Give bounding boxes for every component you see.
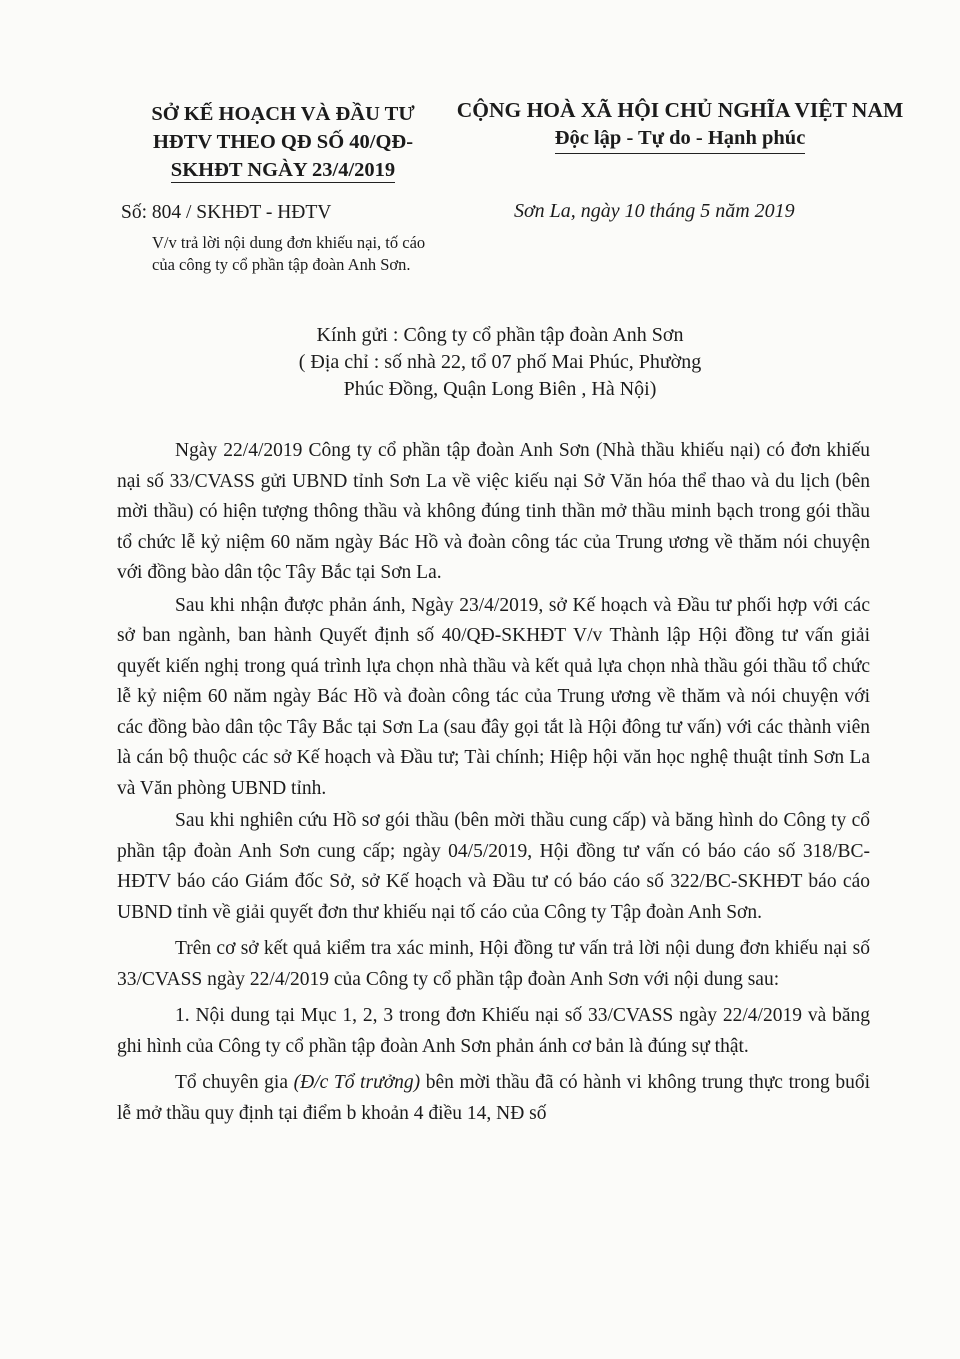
place-date: Sơn La, ngày 10 tháng 5 năm 2019 [514,200,795,222]
paragraph-4: Trên cơ sở kết quả kiểm tra xác minh, Hội đồng tư vấn trả lời nội dung đơn khiếu nại số 33/CVASS ngày 22/4/2019 của Công ty cổ phần tập đoàn Anh Sơn với nội dung sau: [117,938,870,990]
paragraph-2: Sau khi nhận được phản ánh, Ngày 23/4/2019, sở Kế hoạch và Đầu tư phối hợp với các sở ban ngành, ban hành Quyết định số 40/QĐ-SKHĐT V/v Thành lập Hội đồng tư vấn giải quyết kiến nghị trong quá trình lựa chọn nhà thầu và kết quả lựa chọn nhà thầu gói thầu tổ chức lễ kỷ niệm 60 năm ngày Bác Hồ và đoàn công tác của Trung ương về thăm và nói chuyện với các đồng bào dân tộc Tây Bắc tại Sơn La (sau đây gọi tắt là Hội đông tư vấn) với các thành viên là cán bộ thuộc các sở Kế hoạch và Đầu tư; Tài chính; Hiệp hội văn học nghệ thuật tỉnh Sơn La và Văn phòng UBND tỉnh. [117,594,870,799]
agency-line-3 [118,156,448,184]
paragraph-6-end: bên mời thầu đã có hành vi không trung thực trong buổi lễ mở thầu quy định tại điểm b khoản 4 điều 14, NĐ số [117,1072,870,1124]
agency-line-1: SỞ KẾ HOẠCH VÀ ĐẦU TƯ [151,103,415,125]
paragraph-5: 1. Nội dung tại Mục 1, 2, 3 trong đơn Khiếu nại số 33/CVASS ngày 22/4/2019 và băng ghi hình của Công ty cổ phần tập đoàn Anh Sơn phản ánh cơ bản là đúng sự thật. [117,1005,870,1057]
paragraph-6-start: Tổ chuyên gia [175,1072,294,1093]
national-motto: Độc lập - Tự do - Hạnh phúc [555,124,806,154]
paragraph-1: Ngày 22/4/2019 Công ty cổ phần tập đoàn Anh Sơn (Nhà thầu khiếu nại) có đơn khiếu nại số 33/CVASS gửi UBND tỉnh Sơn La về việc kiếu nại Sở Văn hóa thể thao và du lịch (bên mời thầu) có hiện tượng thông thầu và không đúng tinh thần mở thầu minh bạch trong gói thầu tổ chức lễ kỷ niệm 60 năm ngày Bác Hồ và đoàn công tác của Trung ương về thăm nói chuyện với đồng bào dân tộc Tây Bắc tại Sơn La. [117,440,870,583]
document-number: Số: 804 / SKHĐT - HĐTV [121,202,332,223]
paragraph-6-italic: (Đ/c Tổ trưởng) [293,1072,421,1093]
paragraph-3: Sau khi nghiên cứu Hồ sơ gói thầu (bên mời thầu cung cấp) và băng hình do Công ty cổ phần tập đoàn Anh Sơn cung cấp; ngày 04/5/2019, Hội đồng tư vấn có báo cáo số 318/BC-HĐTV báo cáo Giám đốc Sở, sở Kế hoạch và Đầu tư có báo cáo số 322/BC-SKHĐT báo cáo UBND tỉnh về giải quyết đơn thư khiếu nại tố cáo của Công ty Tập đoàn Anh Sơn. [117,810,870,923]
recipient-line-2: ( Địa chỉ : số nhà 22, tổ 07 phố Mai Phúc, Phường [298,351,702,373]
recipient-block [240,322,760,403]
agency-line-2: HĐTV THEO QĐ SỐ 40/QĐ- [152,131,414,153]
recipient-line-1: Kính gửi : Công ty cổ phần tập đoàn Anh Sơn [316,324,684,346]
nation-title: CỘNG HOÀ XÃ HỘI CHỦ NGHĨA VIỆT NAM [456,98,904,122]
document-subject: V/v trả lời nội dung đơn khiếu nại, tố cáo của công ty cổ phần tập đoàn Anh Sơn. [152,233,426,274]
letter-body [117,436,870,1131]
paragraph-6 [117,1068,870,1129]
issuing-agency-header [118,100,448,184]
national-header [450,96,910,154]
agency-line-3-text: SKHĐT NGÀY 23/4/2019 [170,159,396,181]
recipient-line-3: Phúc Đồng, Quận Long Biên , Hà Nội) [343,378,657,400]
